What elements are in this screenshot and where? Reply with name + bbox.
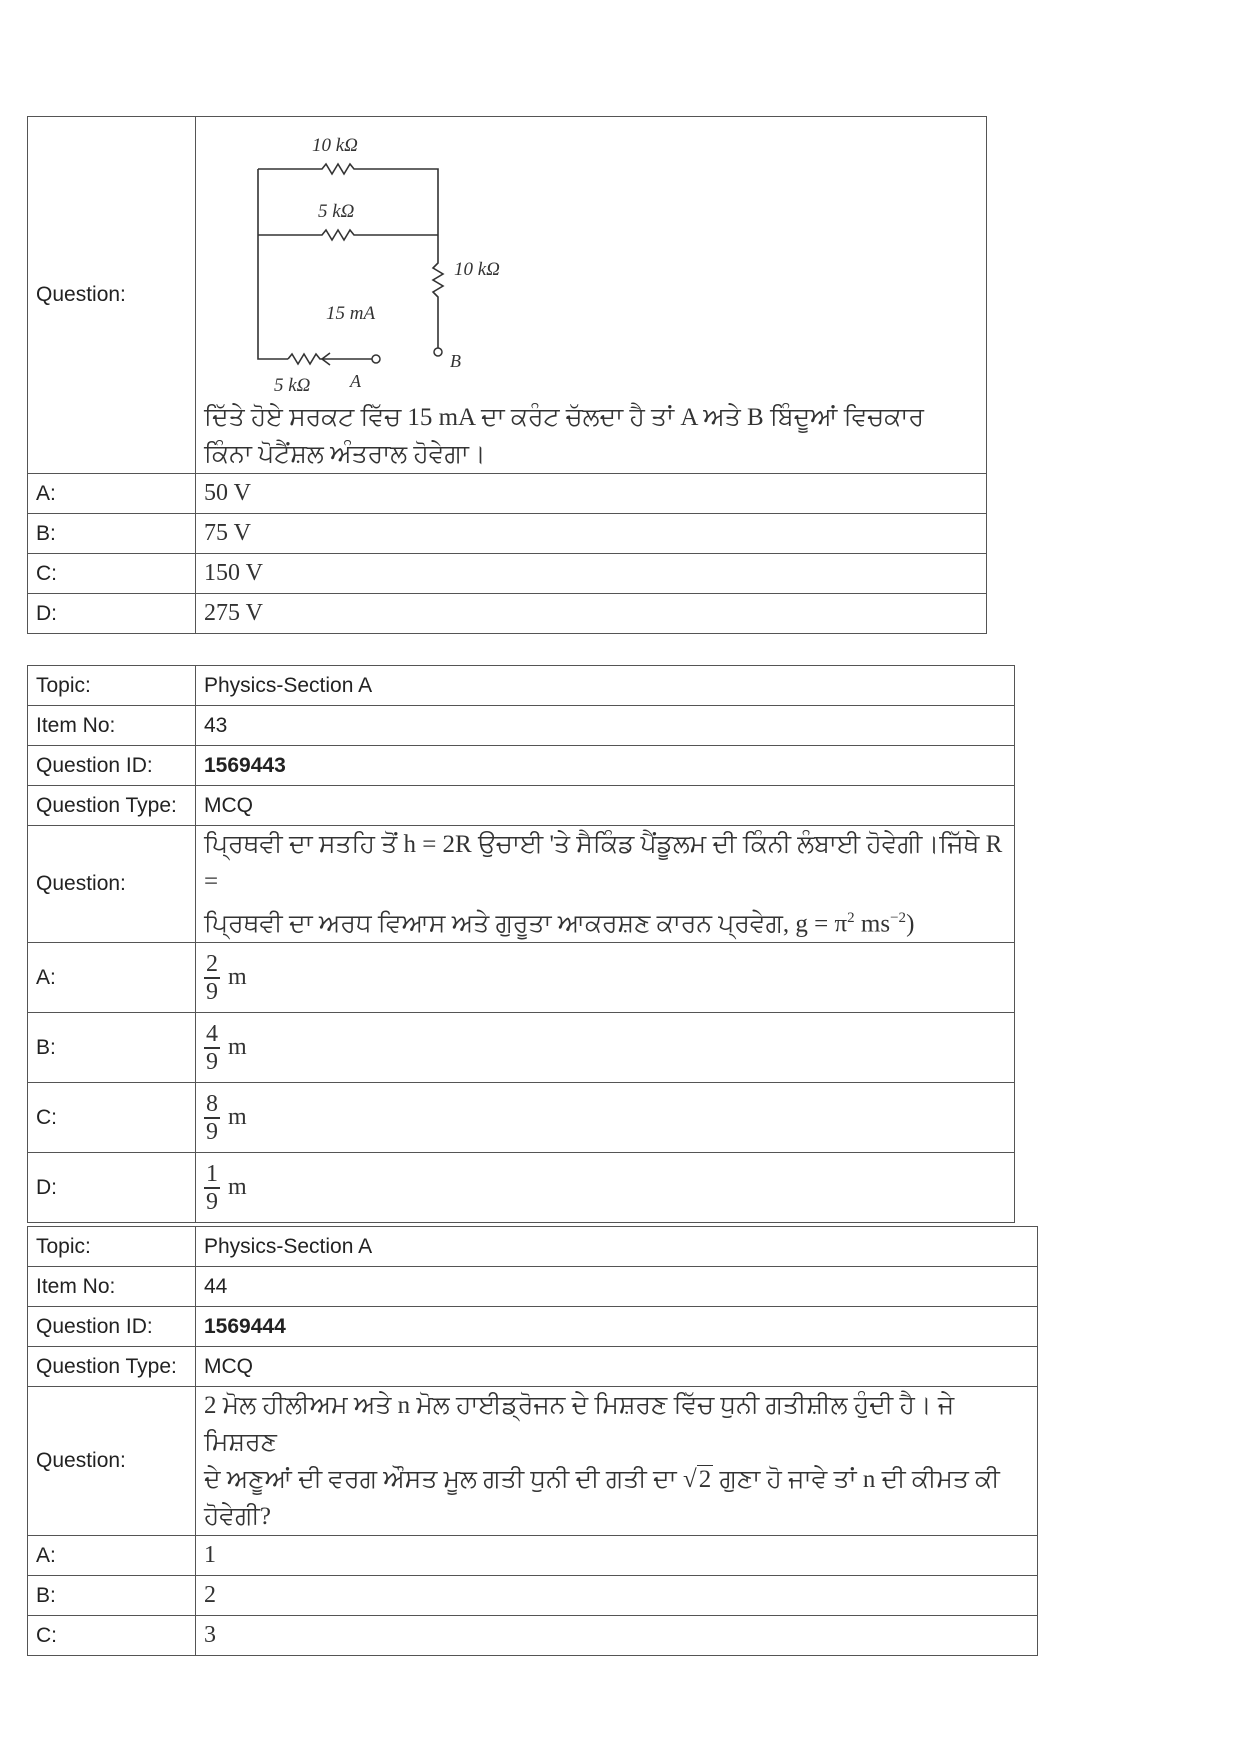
question-line-3: ਹੋਵੇਗੀ? <box>204 1503 272 1530</box>
question-label: Question: <box>28 1387 196 1536</box>
question-table-44 <box>27 1226 1038 1656</box>
topic-value: Physics-Section A <box>196 1227 1038 1267</box>
question-type-value: MCQ <box>196 1347 1038 1387</box>
question-id-label: Question ID: <box>28 746 196 786</box>
item-no-value: 43 <box>196 706 1015 746</box>
question-line-2-text: ਪ੍ਰਿਥਵੀ ਦਾ ਅਰਧ ਵਿਆਸ ਅਤੇ ਗੁਰੂਤਾ ਆਕਰਸ਼ਣ ਕਾਰਨ ਪ੍ਰਵੇਗ, g = π <box>204 910 848 938</box>
fraction-numerator: 4 <box>206 1020 218 1047</box>
question-id-value: 1569444 <box>196 1307 1038 1347</box>
option-value: 50 V <box>196 474 987 514</box>
question-line-2 <box>204 1461 1029 1498</box>
fraction-denominator: 9 <box>206 1048 218 1075</box>
question-table-43 <box>27 665 1015 1223</box>
fraction-denominator: 9 <box>206 1188 218 1215</box>
topic-value: Physics-Section A <box>196 666 1015 706</box>
option-label: D: <box>28 1153 196 1223</box>
option-label: B: <box>28 514 196 554</box>
question-type-label: Question Type: <box>28 786 196 826</box>
unit: m <box>228 1174 247 1201</box>
fraction-denominator: 9 <box>206 978 218 1005</box>
option-value: 2 <box>196 1576 1038 1616</box>
fraction-denominator: 9 <box>206 1118 218 1145</box>
question-line-2-text: ਦੇ ਅਣੂਆਂ ਦੀ ਵਰਗ ਔਸਤ ਮੂਲ ਗਤੀ ਧੁਨੀ ਦੀ ਗਤੀ ਦਾ <box>204 1466 683 1493</box>
fraction-numerator: 1 <box>206 1160 218 1187</box>
option-label: C: <box>28 1083 196 1153</box>
question-line-1: 2 ਮੋਲ ਹੀਲੀਅਮ ਅਤੇ n ਮੋਲ ਹਾਈਡ੍ਰੋਜਨ ਦੇ ਮਿਸ਼ਰਣ ਵਿੱਚ ਧੁਨੀ ਗਤੀਸ਼ੀਲ ਹੁੰਦੀ ਹੈ। ਜੇ ਮਿਸ਼ਰਣ <box>204 1392 955 1456</box>
question-text <box>196 1387 1038 1536</box>
question-label: Question: <box>28 117 196 474</box>
option-value <box>196 1013 1015 1083</box>
option-value: 275 V <box>196 594 987 634</box>
circuit-diagram <box>224 123 524 393</box>
option-label: B: <box>28 1013 196 1083</box>
option-value: 75 V <box>196 514 987 554</box>
question-cell <box>196 117 987 474</box>
question-line-2 <box>204 900 1006 942</box>
topic-label: Topic: <box>28 666 196 706</box>
option-value <box>196 1083 1015 1153</box>
label-r-mid: 5 kΩ <box>318 201 355 222</box>
item-no-label: Item No: <box>28 1267 196 1307</box>
closing-paren: ) <box>906 910 915 938</box>
fraction-numerator: 8 <box>206 1090 218 1117</box>
topic-label: Topic: <box>28 1227 196 1267</box>
option-label: C: <box>28 554 196 594</box>
item-no-value: 44 <box>196 1267 1038 1307</box>
label-r-right: 10 kΩ <box>454 259 500 280</box>
exponent: −2 <box>890 910 907 926</box>
question-type-value: MCQ <box>196 786 1015 826</box>
item-no-label: Item No: <box>28 706 196 746</box>
unit: m <box>228 964 247 991</box>
question-line-2-end: ਗੁਣਾ ਹੋ ਜਾਵੇ ਤਾਂ n ਦੀ ਕੀਮਤ ਕੀ <box>713 1466 1000 1493</box>
square-root: √2 <box>682 1466 712 1493</box>
question-type-label: Question Type: <box>28 1347 196 1387</box>
question-line-1: ਪ੍ਰਿਥਵੀ ਦਾ ਸਤਹਿ ਤੋਂ h = 2R ਉਚਾਈ 'ਤੇ ਸੈਕਿੰਡ ਪੈਂਡੂਲਮ ਦੀ ਕਿੰਨੀ ਲੰਬਾਈ ਹੋਵੇਗੀ।ਜਿੱਥੇ R = <box>204 831 1003 895</box>
point-b-terminal <box>434 348 442 356</box>
radicand: 2 <box>698 1466 712 1493</box>
option-value: 150 V <box>196 554 987 594</box>
option-label: C: <box>28 1616 196 1656</box>
unit: m <box>228 1034 247 1061</box>
exponent: 2 <box>847 910 855 926</box>
label-point-b: B <box>450 351 461 371</box>
option-label: D: <box>28 594 196 634</box>
option-value: 3 <box>196 1616 1038 1656</box>
option-value: 1 <box>196 1536 1038 1576</box>
label-point-a: A <box>350 371 361 391</box>
label-current: 15 mA <box>326 303 376 324</box>
question-text: ਦਿੱਤੇ ਹੋਏ ਸਰਕਟ ਵਿੱਚ 15 mA ਦਾ ਕਰੰਟ ਚੱਲਦਾ ਹੈ ਤਾਂ A ਅਤੇ B ਬਿੰਦੂਆਂ ਵਿਚਕਾਰ ਕਿੰਨਾ ਪੋਟੈਂਸ਼ਲ ਅੰਤਰਾਲ ਹੋਵੇਗਾ। <box>204 404 924 468</box>
point-a-terminal <box>372 355 380 363</box>
option-label: B: <box>28 1576 196 1616</box>
unit: m <box>228 1104 247 1131</box>
fraction-numerator: 2 <box>206 950 218 977</box>
option-label: A: <box>28 1536 196 1576</box>
question-id-value: 1569443 <box>196 746 1015 786</box>
label-r-top: 10 kΩ <box>312 135 358 156</box>
option-label: A: <box>28 474 196 514</box>
question-label: Question: <box>28 826 196 943</box>
unit-text: ms <box>854 910 891 938</box>
option-label: A: <box>28 943 196 1013</box>
question-id-label: Question ID: <box>28 1307 196 1347</box>
question-table-42 <box>27 116 987 634</box>
question-text <box>196 826 1015 943</box>
label-r-bottom: 5 kΩ <box>274 375 311 393</box>
option-value <box>196 943 1015 1013</box>
option-value <box>196 1153 1015 1223</box>
